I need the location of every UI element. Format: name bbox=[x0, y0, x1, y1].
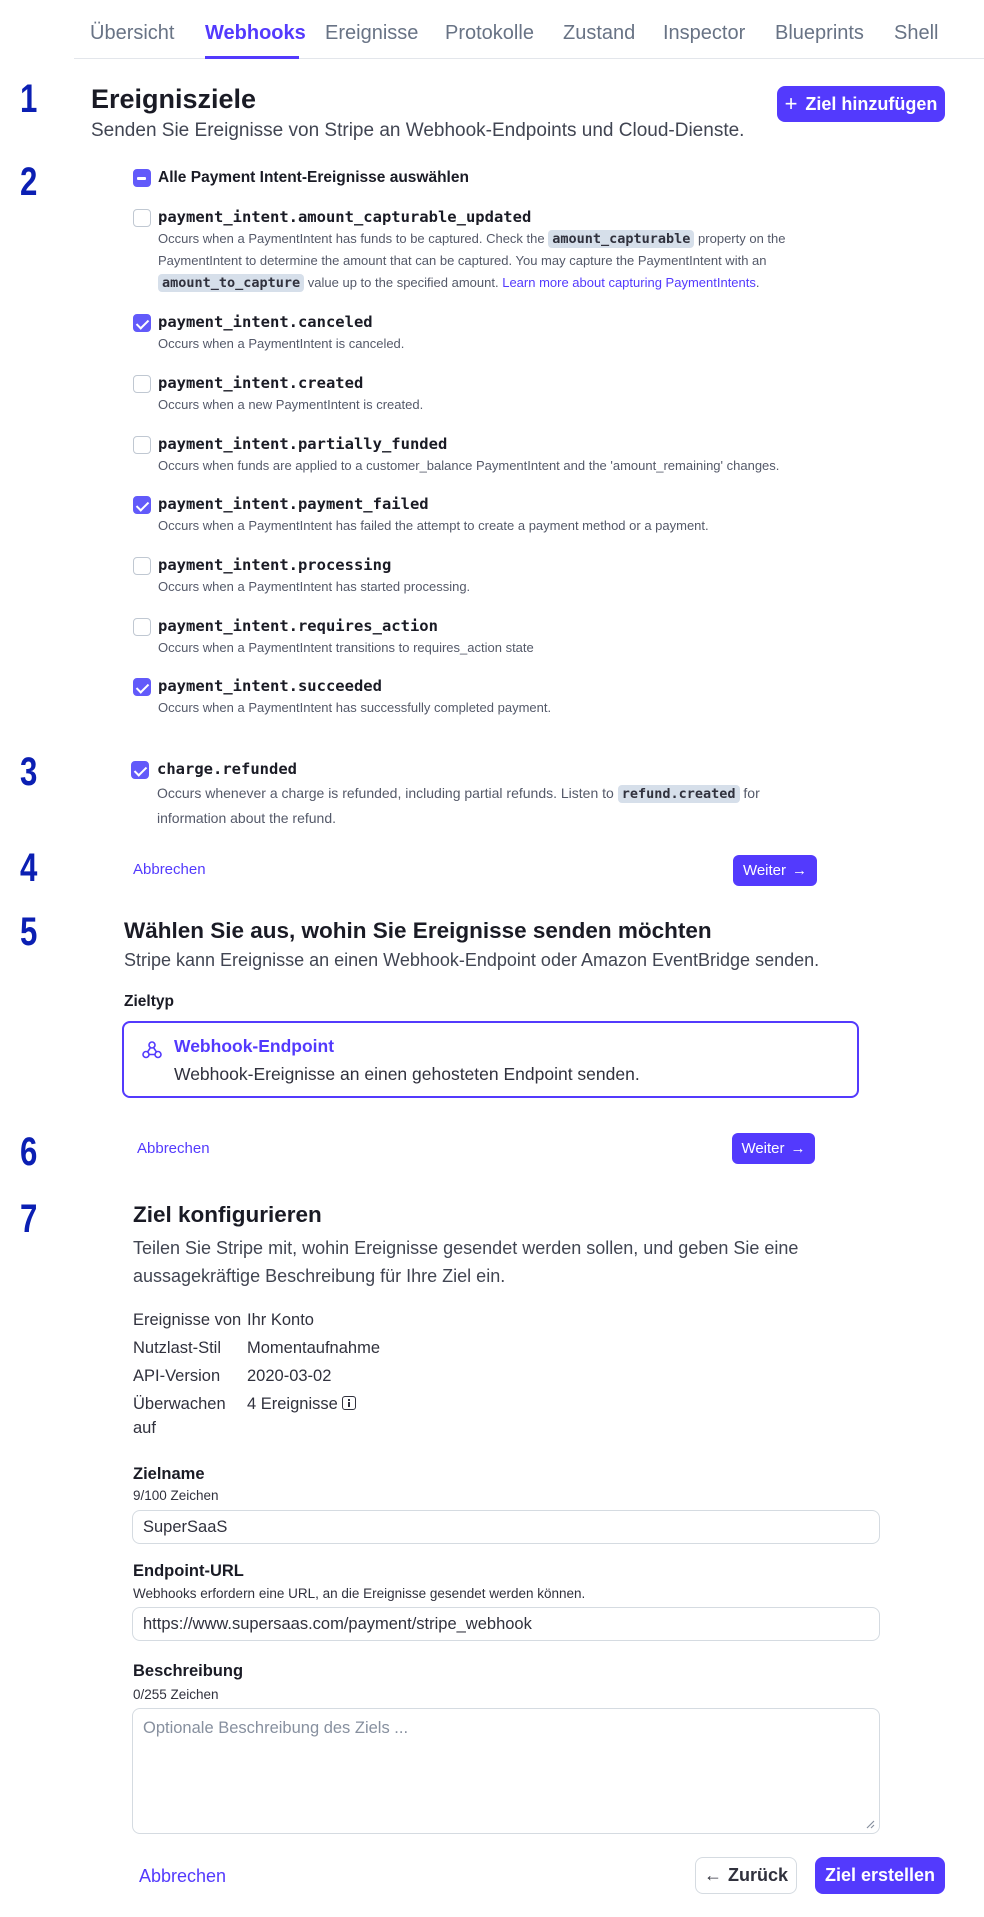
destination-next-button[interactable]: Weiter → bbox=[732, 1133, 815, 1164]
description-placeholder: Optionale Beschreibung des Ziels ... bbox=[143, 1719, 409, 1737]
event-checkbox-processing[interactable] bbox=[133, 557, 151, 575]
create-destination-button[interactable]: Ziel erstellen bbox=[815, 1857, 945, 1894]
event-checkbox-requires-action[interactable] bbox=[133, 618, 151, 636]
meta-label: Überwachen bbox=[133, 1395, 226, 1413]
events-cancel-link[interactable]: Abbrechen bbox=[133, 861, 206, 878]
event-checkbox-canceled[interactable] bbox=[133, 314, 151, 332]
event-name: payment_intent.succeeded bbox=[158, 677, 382, 695]
destination-cancel-link[interactable]: Abbrechen bbox=[137, 1140, 210, 1157]
plus-icon: + bbox=[784, 91, 798, 116]
webhook-icon bbox=[142, 1040, 162, 1060]
step-marker-6: 6 bbox=[20, 1130, 38, 1174]
meta-label: Nutzlast-Stil bbox=[133, 1339, 222, 1357]
destination-type-label: Zieltyp bbox=[124, 993, 174, 1010]
url-field-label: Endpoint-URL bbox=[133, 1562, 244, 1580]
page-title: Ereignisziele bbox=[91, 84, 257, 114]
name-input[interactable]: SuperSaaS bbox=[132, 1510, 880, 1544]
step-marker-7: 7 bbox=[20, 1197, 38, 1241]
meta-value: 4 Ereignisse bbox=[247, 1395, 338, 1413]
name-field-label: Zielname bbox=[133, 1465, 205, 1483]
event-checkbox-charge-refunded[interactable] bbox=[131, 761, 149, 779]
webhook-endpoint-option[interactable] bbox=[122, 1021, 859, 1098]
meta-value: Ihr Konto bbox=[247, 1311, 314, 1329]
code-refund-created: refund.created bbox=[618, 785, 740, 803]
tab-webhooks[interactable]: Webhooks bbox=[205, 22, 306, 44]
destination-title: Wählen Sie aus, wohin Sie Ereignisse senden möchten bbox=[124, 918, 712, 943]
learn-more-link[interactable]: Learn more about capturing PaymentIntents bbox=[502, 275, 756, 290]
event-checkbox-created[interactable] bbox=[133, 375, 151, 393]
step-marker-1: 1 bbox=[20, 77, 38, 121]
event-description: Occurs when a PaymentIntent has failed the attempt to create a payment method or a payment. bbox=[158, 518, 709, 533]
meta-label: API-Version bbox=[133, 1367, 221, 1385]
back-button[interactable]: ← Zurück bbox=[695, 1857, 797, 1894]
select-all-label: Alle Payment Intent-Ereignisse auswählen bbox=[158, 169, 469, 186]
page-subtitle: Senden Sie Ereignisse von Stripe an Webhook-Endpoints und Cloud-Dienste. bbox=[91, 120, 745, 141]
event-description: Occurs when a new PaymentIntent is created. bbox=[158, 397, 424, 412]
event-name: payment_intent.created bbox=[158, 374, 364, 392]
event-description: Occurs when a PaymentIntent has funds to be captured. Check the amount_capturable property on the PaymentIntent to determine the amount that can be captured. You may capture the PaymentIntent with an amount_to_capture value up to the specified amount. Learn more about capturing PaymentIntents. bbox=[158, 231, 786, 291]
event-name: payment_intent.amount_capturable_updated bbox=[158, 208, 532, 226]
url-field-hint: Webhooks erfordern eine URL, an die Ereignisse gesendet werden können. bbox=[133, 1586, 586, 1601]
event-checkbox-partially-funded[interactable] bbox=[133, 436, 151, 454]
event-description: Occurs when a PaymentIntent has started processing. bbox=[158, 579, 471, 594]
event-name: payment_intent.canceled bbox=[158, 313, 373, 331]
event-description: Occurs whenever a charge is refunded, including partial refunds. Listen to refund.created for information about the refund. bbox=[157, 785, 760, 826]
events-next-button[interactable]: Weiter → bbox=[733, 855, 817, 886]
event-name: payment_intent.requires_action bbox=[158, 617, 438, 635]
configure-cancel-link[interactable]: Abbrechen bbox=[139, 1866, 227, 1886]
tab-ereignisse[interactable]: Ereignisse bbox=[325, 22, 419, 44]
event-checkbox-succeeded[interactable] bbox=[133, 678, 151, 696]
description-field-label: Beschreibung bbox=[133, 1662, 244, 1680]
tab-inspector[interactable]: Inspector bbox=[663, 22, 746, 44]
configure-subtitle: Teilen Sie Stripe mit, wohin Ereignisse gesendet werden sollen, und geben Sie eine aussagekräftige Beschreibung für Ihre Ziel ein. bbox=[133, 1238, 799, 1286]
name-field-hint: 9/100 Zeichen bbox=[133, 1488, 219, 1503]
arrow-right-icon: → bbox=[792, 862, 808, 879]
add-destination-button[interactable]: + Ziel hinzufügen bbox=[777, 86, 945, 122]
resize-handle-icon[interactable] bbox=[865, 1819, 875, 1829]
meta-label: Ereignisse von bbox=[133, 1311, 242, 1329]
description-textarea[interactable] bbox=[132, 1708, 880, 1834]
code-amount-to-capture: amount_to_capture bbox=[158, 274, 304, 292]
meta-label: auf bbox=[133, 1419, 156, 1437]
event-description: Occurs when a PaymentIntent is canceled. bbox=[158, 336, 405, 351]
tab-shell[interactable]: Shell bbox=[894, 22, 939, 44]
code-amount-capturable: amount_capturable bbox=[548, 230, 694, 248]
event-name: payment_intent.processing bbox=[158, 556, 392, 574]
meta-value: Momentaufnahme bbox=[247, 1339, 380, 1357]
event-description: Occurs when a PaymentIntent has successfully completed payment. bbox=[158, 700, 552, 715]
step-marker-3: 3 bbox=[20, 750, 38, 794]
event-description: Occurs when funds are applied to a customer_balance PaymentIntent and the 'amount_remaining' changes. bbox=[158, 458, 780, 473]
arrow-right-icon: → bbox=[790, 1140, 806, 1157]
destination-subtitle: Stripe kann Ereignisse an einen Webhook-Endpoint oder Amazon EventBridge senden. bbox=[124, 950, 820, 970]
event-name: charge.refunded bbox=[157, 760, 297, 778]
step-marker-2: 2 bbox=[20, 160, 38, 204]
event-description: Occurs when a PaymentIntent transitions to requires_action state bbox=[158, 640, 534, 655]
event-checkbox-amount-capturable-updated[interactable] bbox=[133, 209, 151, 227]
configure-title: Ziel konfigurieren bbox=[133, 1202, 322, 1227]
description-field-hint: 0/255 Zeichen bbox=[133, 1687, 219, 1702]
tab-protokolle[interactable]: Protokolle bbox=[445, 22, 534, 44]
event-checkbox-payment-failed[interactable] bbox=[133, 496, 151, 514]
select-all-checkbox[interactable] bbox=[133, 169, 151, 187]
meta-value: 2020-03-02 bbox=[247, 1367, 332, 1385]
event-name: payment_intent.partially_funded bbox=[158, 435, 448, 453]
option-description: Webhook-Ereignisse an einen gehosteten Endpoint senden. bbox=[174, 1064, 640, 1084]
top-navigation bbox=[74, 0, 984, 59]
tab-zustand[interactable]: Zustand bbox=[563, 22, 636, 44]
option-title: Webhook-Endpoint bbox=[174, 1036, 335, 1056]
event-name: payment_intent.payment_failed bbox=[158, 495, 429, 513]
step-marker-5: 5 bbox=[20, 910, 38, 954]
active-tab-indicator bbox=[205, 56, 299, 59]
arrow-left-icon: ← bbox=[703, 1865, 722, 1885]
info-icon[interactable] bbox=[342, 1396, 356, 1410]
endpoint-url-input[interactable]: https://www.supersaas.com/payment/stripe_webhook bbox=[132, 1607, 880, 1641]
tab-uebersicht[interactable]: Übersicht bbox=[90, 22, 175, 44]
tab-blueprints[interactable]: Blueprints bbox=[775, 22, 864, 44]
step-marker-4: 4 bbox=[20, 846, 38, 890]
